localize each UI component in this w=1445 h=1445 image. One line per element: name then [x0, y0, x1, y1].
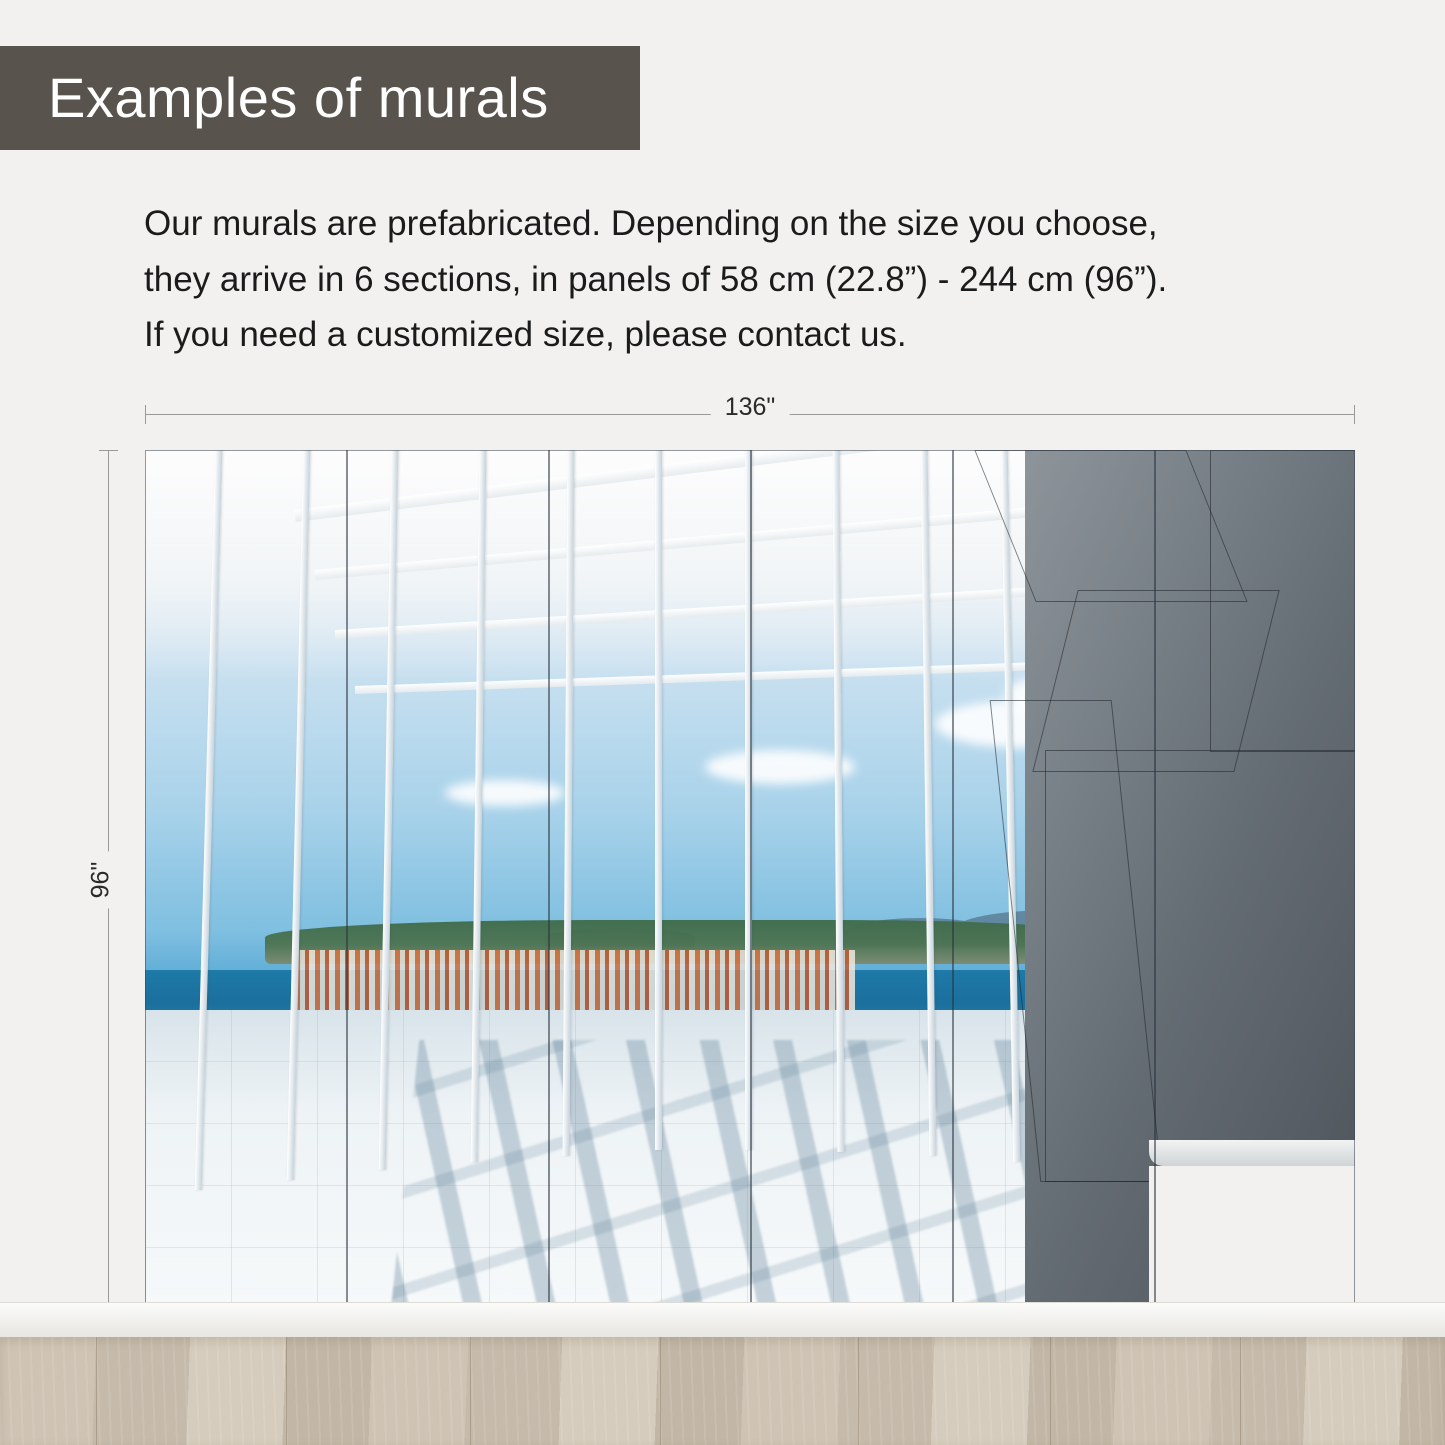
- plank-line: [1240, 1337, 1241, 1445]
- height-dimension-cap-top: [99, 450, 118, 451]
- plank-line: [1050, 1337, 1051, 1445]
- wood-grain: [0, 1337, 1445, 1445]
- concrete-facet: [1210, 450, 1355, 752]
- height-dimension-line: [86, 450, 115, 1310]
- cloud: [445, 780, 565, 806]
- mural-image: [145, 450, 1355, 1310]
- header-banner: [0, 46, 640, 150]
- cloud: [705, 750, 855, 784]
- plank-line: [660, 1337, 661, 1445]
- width-dimension-cap-left: [145, 405, 146, 424]
- description-line-2: they arrive in 6 sections, in panels of 58 cm (22.8”) - 244 cm (96”).: [144, 259, 1168, 299]
- description-line-3: If you need a customized size, please contact us.: [144, 315, 907, 355]
- height-dimension-label: 96": [79, 852, 124, 909]
- panel-seam: [750, 450, 752, 1310]
- width-dimension-cap-right: [1354, 405, 1355, 424]
- window-mullion: [655, 450, 662, 1150]
- wood-floor: [0, 1337, 1445, 1445]
- plank-line: [858, 1337, 859, 1445]
- window-ledge: [1149, 1140, 1355, 1166]
- width-dimension-line: [145, 393, 1355, 421]
- panel-seam: [952, 450, 954, 1310]
- panel-seam: [346, 450, 348, 1310]
- panel-seam: [548, 450, 550, 1310]
- description-line-1: Our murals are prefabricated. Depending on the size you choose,: [144, 204, 1158, 243]
- description-text: [144, 196, 1324, 363]
- width-dimension-label: 136": [711, 393, 790, 422]
- ledge-cutout: [1149, 1166, 1355, 1310]
- plank-line: [96, 1337, 97, 1445]
- plank-line: [286, 1337, 287, 1445]
- baseboard: [0, 1302, 1445, 1337]
- plank-line: [470, 1337, 471, 1445]
- page-title: Examples of murals: [48, 66, 549, 129]
- panel-seam: [1154, 450, 1156, 1310]
- mural-diagram: [0, 390, 1445, 1330]
